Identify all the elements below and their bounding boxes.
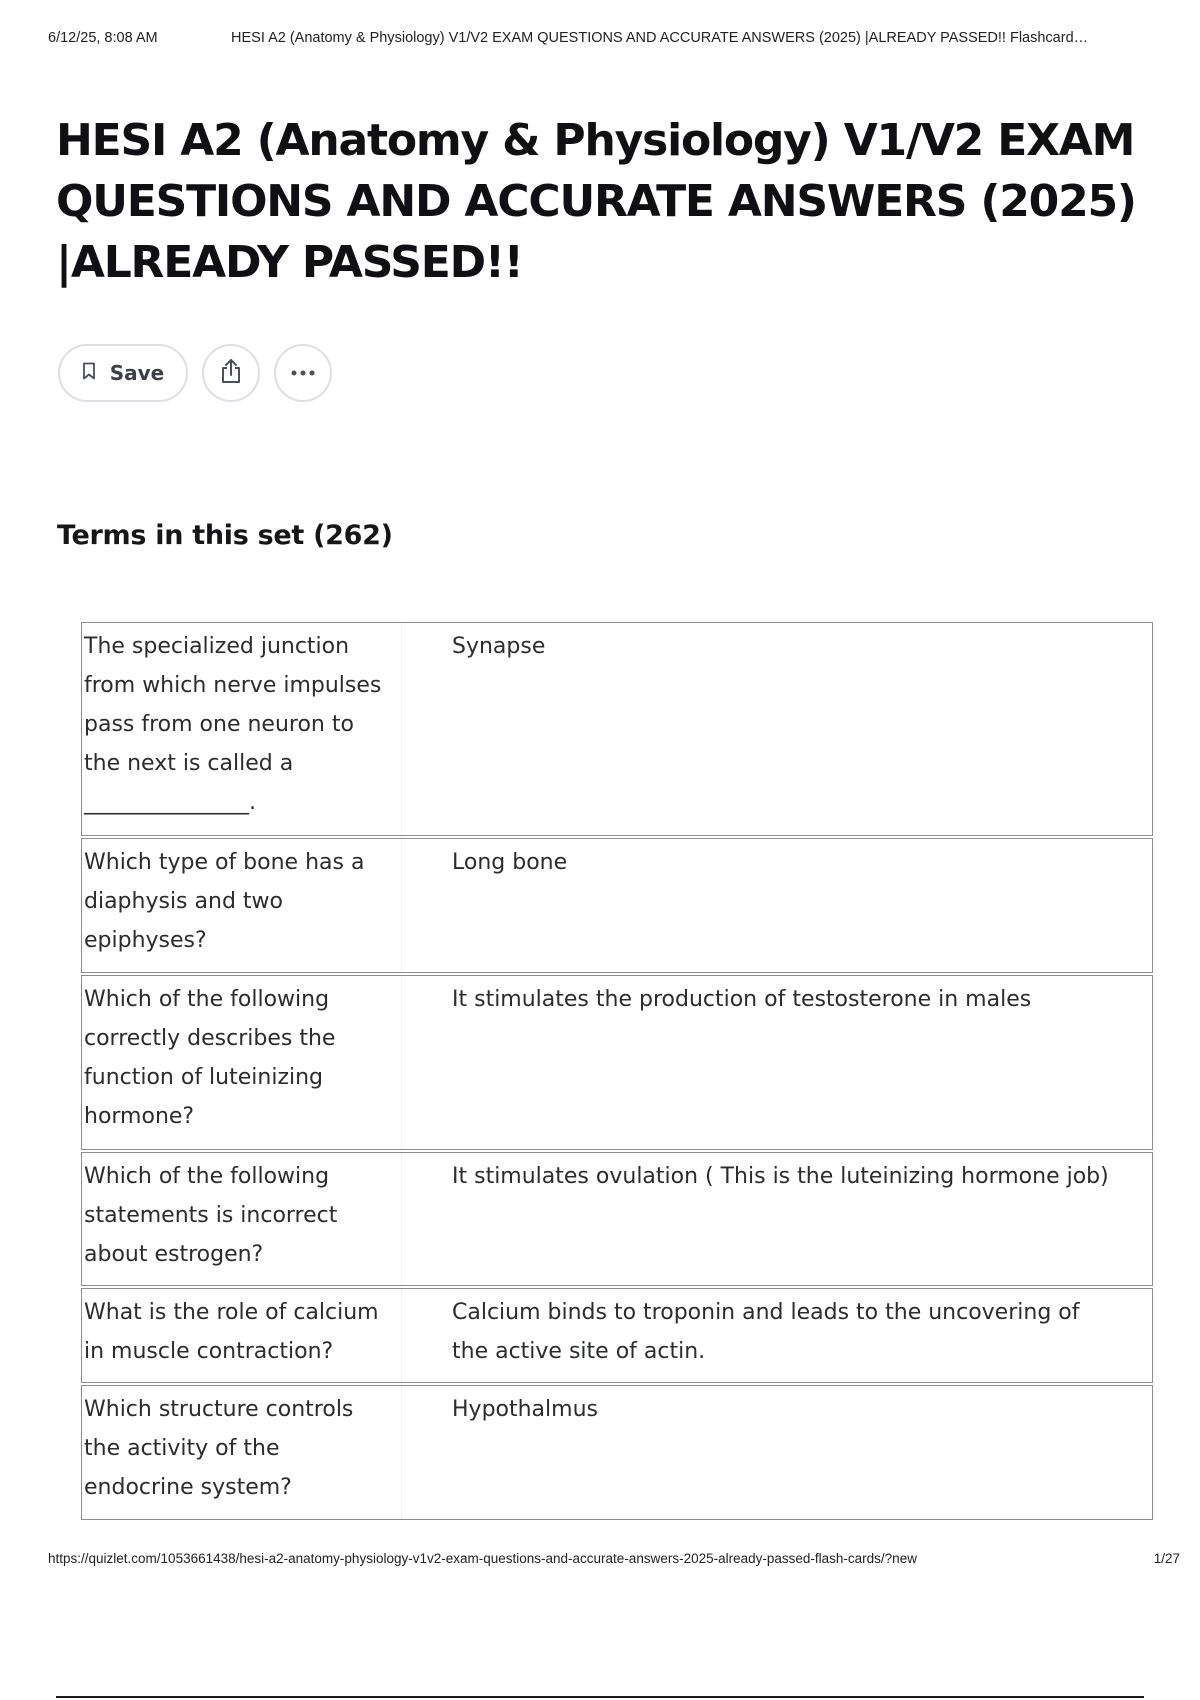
term-card — [81, 1385, 1153, 1520]
print-doc-title: HESI A2 (Anatomy & Physiology) V1/V2 EXAM QUESTIONS AND ACCURATE ANSWERS (2025) |ALREADY PASSED!! Flashcard… — [231, 30, 1089, 46]
action-bar — [58, 344, 332, 402]
term-card — [81, 1288, 1153, 1383]
term-text: Which of the following statements is incorrect about estrogen? — [82, 1153, 402, 1285]
more-icon — [290, 364, 316, 382]
more-options-button[interactable] — [274, 344, 332, 402]
share-button[interactable] — [202, 344, 260, 402]
bottom-divider — [56, 1696, 1144, 1698]
definition-text: Calcium binds to troponin and leads to the uncovering of the active site of actin. — [452, 1300, 1080, 1364]
term-list — [81, 622, 1153, 1522]
term-text: Which structure controls the activity of the endocrine system? — [82, 1386, 402, 1519]
print-page-number: 1/27 — [1153, 1551, 1180, 1566]
print-footer — [48, 1551, 1180, 1566]
bookmark-icon — [82, 361, 96, 385]
term-card — [81, 838, 1153, 973]
save-label: Save — [109, 361, 165, 385]
term-text: Which of the following correctly describes the function of luteinizing hormone? — [82, 976, 402, 1149]
term-text: Which type of bone has a diaphysis and two epiphyses? — [82, 839, 402, 972]
term-text: What is the role of calcium in muscle contraction? — [82, 1289, 402, 1382]
print-date: 6/12/25, 8:08 AM — [48, 30, 158, 46]
term-card — [81, 622, 1153, 836]
page-title: HESI A2 (Anatomy & Physiology) V1/V2 EXAM QUESTIONS AND ACCURATE ANSWERS (2025) |ALREADY PASSED!! — [56, 115, 1136, 288]
term-text: The specialized junction from which nerve impulses pass from one neuron to the next is called a _______________. — [82, 623, 402, 835]
definition-text: Synapse — [452, 634, 546, 659]
term-card — [81, 975, 1153, 1150]
definition-text: Long bone — [452, 850, 568, 875]
definition-text: Hypothalmus — [452, 1397, 598, 1422]
definition-text: It stimulates ovulation ( This is the luteinizing hormone job) — [452, 1164, 1109, 1189]
save-button[interactable] — [58, 344, 188, 402]
share-icon — [219, 358, 243, 389]
print-header — [48, 30, 1180, 46]
definition-text: It stimulates the production of testosterone in males — [452, 987, 1032, 1012]
term-card — [81, 1152, 1153, 1286]
print-url: https://quizlet.com/1053661438/hesi-a2-anatomy-physiology-v1v2-exam-questions-and-accurate-answers-2025-already-passed-flash-cards/?new — [48, 1551, 917, 1566]
terms-heading: Terms in this set (262) — [57, 520, 393, 551]
